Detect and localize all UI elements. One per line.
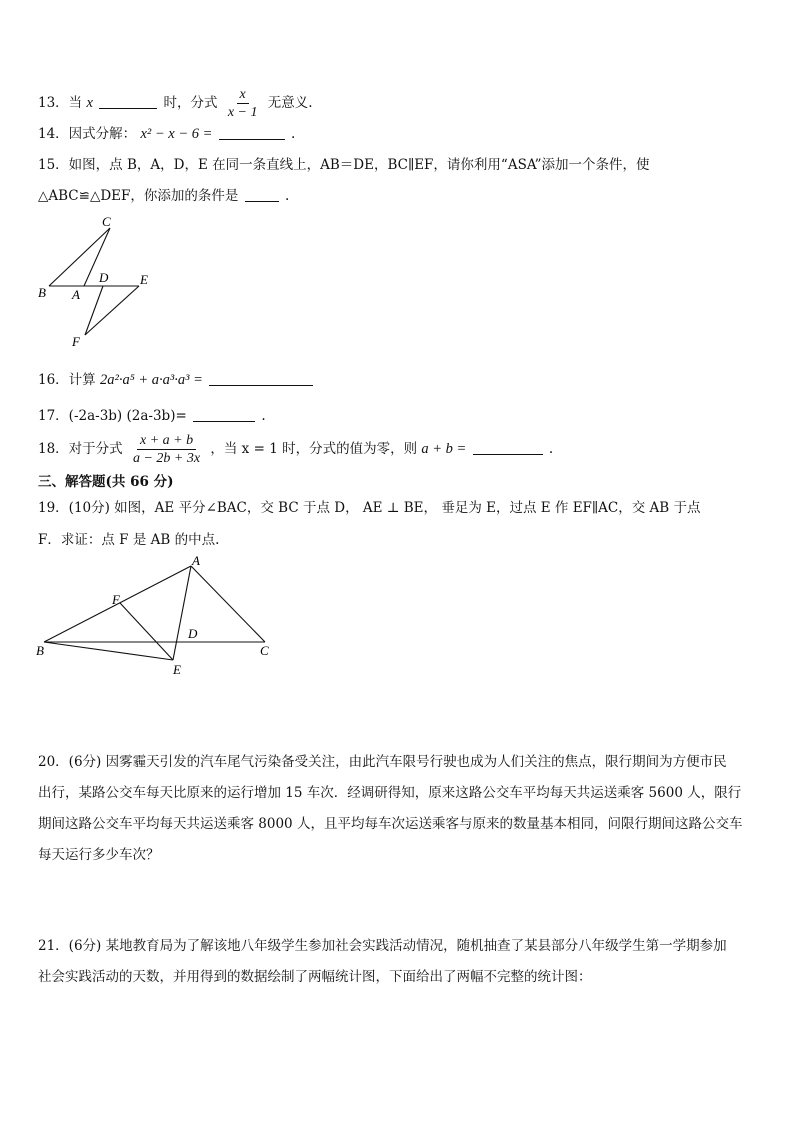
q19-figure (30, 553, 280, 677)
q18-expression: a + b = (421, 441, 467, 457)
question-17 (38, 406, 266, 426)
q13-number: 13．当 (38, 95, 83, 111)
q19-label-f: F (112, 592, 120, 607)
q15-label-f: F (72, 334, 80, 349)
question-18 (38, 432, 553, 467)
q19-label-b: B (36, 643, 44, 658)
question-20-line-2: 出行，某路公交车每天比原来的运行增加 15 车次．经调研得知，原来这路公交车平均每天共运送乘客 5600 人，限行 (38, 785, 742, 801)
q15-label-a: A (72, 287, 80, 302)
q13-frac-numerator: x (237, 86, 249, 104)
q15-end: . (284, 188, 290, 204)
q15-text: △ABC≌△DEF，你添加的条件是 (38, 188, 239, 204)
q19-label-a: A (192, 553, 200, 568)
question-15-line-2 (38, 186, 289, 206)
section-3-heading: 三、解答题(共 66 分) (38, 474, 174, 490)
q15-label-d: D (99, 270, 109, 285)
q13-frac-denominator: x − 1 (227, 105, 258, 120)
q19-label-c: C (260, 643, 269, 658)
q16-answer-blank[interactable] (209, 371, 313, 386)
q19-segment-be (44, 642, 173, 660)
q19-segment-ae (173, 566, 191, 660)
q15-segment-fd (85, 286, 103, 335)
q16-expression: 2a²·a⁵ + a·a³·a³ = (99, 372, 203, 388)
q16-text: 16．计算 (38, 372, 96, 388)
q15-answer-blank[interactable] (245, 187, 279, 202)
q14-text: 14．因式分解： (38, 126, 137, 142)
q17-end: . (261, 408, 266, 424)
q13-text: 时，分式 (163, 95, 218, 111)
q18-condition: ，当 x = 1 时，分式的值为零，则 (210, 441, 418, 457)
question-13 (38, 86, 313, 121)
q15-label-b: B (38, 285, 46, 300)
question-15-line-1: 15．如图，点 B，A，D，E 在同一条直线上，AB＝DE，BC∥EF，请你利用“ASA”添加一个条件，使 (38, 157, 650, 173)
q15-segment-ef (85, 286, 139, 335)
question-14 (38, 124, 295, 144)
q14-expression: x² − x − 6 = (140, 126, 213, 142)
q15-figure (30, 212, 170, 352)
q13-end: 无意义. (267, 95, 313, 111)
q19-segment-fe (120, 603, 173, 660)
q18-fraction (130, 432, 203, 467)
q18-answer-blank[interactable] (473, 440, 543, 455)
q18-text: 18．对于分式 (38, 441, 123, 457)
q14-end: . (291, 126, 296, 142)
q17-expression: 17．(-2a-3b) (2a-3b)= (38, 408, 187, 424)
q13-fraction (225, 86, 261, 121)
question-21-line-2: 社会实践活动的天数，并用得到的数据绘制了两幅统计图，下面给出了两幅不完整的统计图： (38, 969, 592, 985)
question-20-line-3: 期间这路公交车平均每天共运送乘客 8000 人，且平均每车次运送乘客与原来的数量基本相同，问限行期间这路公交车 (38, 816, 743, 832)
q19-segment-ac (191, 566, 265, 642)
question-21-line-1: 21．(6分) 某地教育局为了解该地八年级学生参加社会实践活动情况，随机抽查了某县部分八年级学生第一学期参加 (38, 938, 727, 954)
q18-end: . (548, 441, 554, 457)
question-19-line-1: 19．(10分) 如图，AE 平分∠BAC，交 BC 于点 D， AE ⊥ BE， 垂足为 E，过点 E 作 EF∥AC，交 AB 于点 (38, 500, 701, 516)
q14-answer-blank[interactable] (219, 125, 285, 140)
question-20-line-1: 20．(6分) 因雾霾天引发的汽车尾气污染备受关注，由此汽车限号行驶也成为人们关注的焦点，限行期间为方便市民 (38, 754, 727, 770)
q18-frac-denominator: a − 2b + 3x (132, 451, 201, 466)
question-20-line-4: 每天运行多少车次？ (38, 847, 160, 863)
question-19-line-2: F．求证：点 F 是 AB 的中点. (38, 532, 220, 548)
q19-label-d: D (188, 626, 198, 641)
q15-label-e: E (140, 272, 148, 287)
q17-answer-blank[interactable] (193, 407, 255, 422)
q15-label-c: C (102, 214, 111, 229)
q13-answer-blank[interactable] (99, 94, 157, 109)
question-16 (38, 370, 315, 390)
q13-variable: x (86, 95, 93, 111)
q18-frac-numerator: x + a + b (137, 432, 196, 450)
q19-label-e: E (173, 662, 181, 677)
